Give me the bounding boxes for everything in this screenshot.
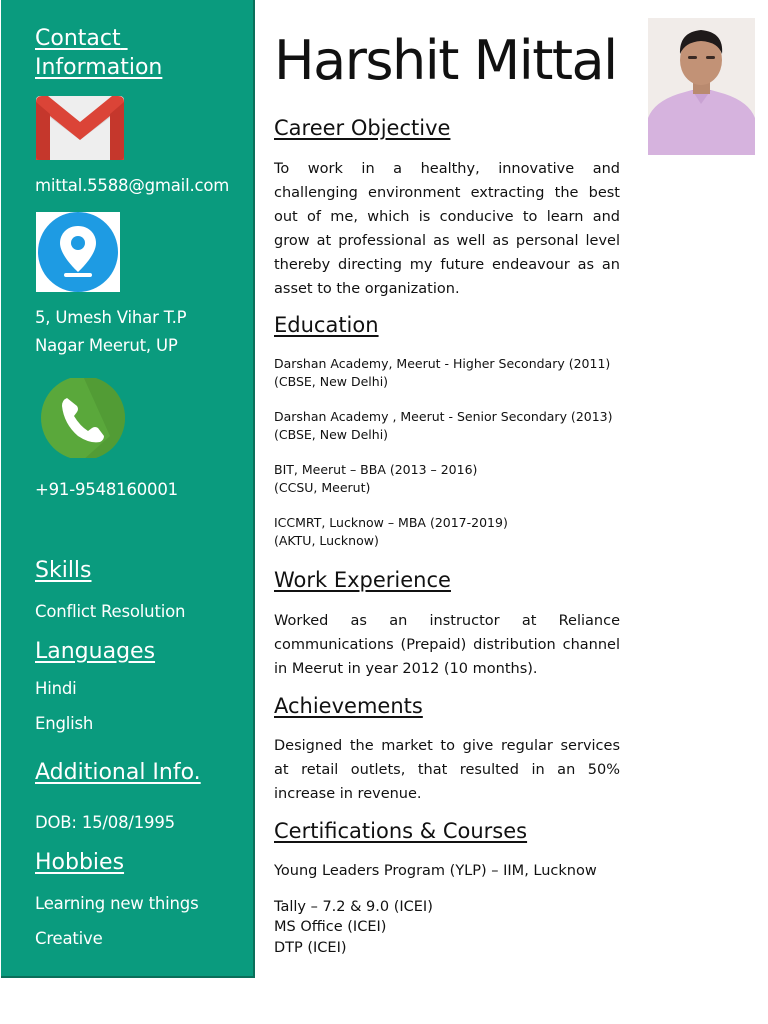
candidate-name: Harshit Mittal [274,29,617,92]
education-line: (CBSE, New Delhi) [274,374,389,389]
gmail-icon [36,96,124,160]
email-text: mittal.5588@gmail.com [35,176,230,195]
language-item: English [35,714,94,733]
contact-sidebar [1,0,255,978]
contact-heading [35,24,162,82]
contact-heading-line2: Information [35,55,163,80]
education-line: BIT, Meerut – BBA (2013 – 2016) [274,462,478,477]
certifications-heading: Certifications & Courses [274,819,528,843]
education-entry [274,408,613,444]
phone-text: +91-9548160001 [35,480,178,499]
education-entry [274,461,477,497]
education-entry [274,514,508,550]
education-line: (AKTU, Lucknow) [274,533,379,548]
certification-item: MS Office (ICEI) [274,919,387,935]
address-line1: 5, Umesh Vihar T.P [35,308,187,327]
education-heading: Education [274,313,379,337]
certification-item: Young Leaders Program (YLP) – IIM, Lucknow [274,863,597,879]
work-experience-text: Worked as an instructor at Reliance communications (Prepaid) distribution channel in Meerut in year 2012 (10 months). [274,613,620,677]
achievements-text: Designed the market to give regular services at retail outlets, that resulted in an 50% increase in revenue. [274,738,620,802]
career-objective-text: To work in a healthy, innovative and challenging environment extracting the best out of me, which is conducive to learn and grow at professional as well as personal level thereby directing my future endeavour as an asset to the organization. [274,161,620,297]
additional-info-heading: Additional Info. [35,760,201,785]
career-objective-heading: Career Objective [274,116,451,140]
profile-photo [648,18,755,155]
education-line: ICCMRT, Lucknow – MBA (2017-2019) [274,515,508,530]
education-line: Darshan Academy, Meerut - Higher Secondary (2011) [274,356,611,371]
hobby-item: Learning new things [35,894,199,913]
certification-item: Tally – 7.2 & 9.0 (ICEI) [274,899,433,915]
language-item: Hindi [35,679,77,698]
hobby-item: Creative [35,929,103,948]
contact-heading-line1: Contact [35,26,121,51]
certification-item: DTP (ICEI) [274,940,347,956]
education-line: (CBSE, New Delhi) [274,427,389,442]
education-entry [274,355,610,391]
education-line: Darshan Academy , Meerut - Senior Secondary (2013) [274,409,613,424]
phone-icon [40,378,126,458]
location-pin-icon [36,212,120,292]
achievements-heading: Achievements [274,694,423,718]
education-line: (CCSU, Meerut) [274,480,371,495]
skill-item: Conflict Resolution [35,602,186,621]
hobbies-heading: Hobbies [35,850,125,875]
languages-heading: Languages [35,639,156,664]
address-line2: Nagar Meerut, UP [35,336,178,355]
dob-text: DOB: 15/08/1995 [35,813,175,832]
skills-heading: Skills [35,558,92,583]
work-experience-heading: Work Experience [274,568,451,592]
